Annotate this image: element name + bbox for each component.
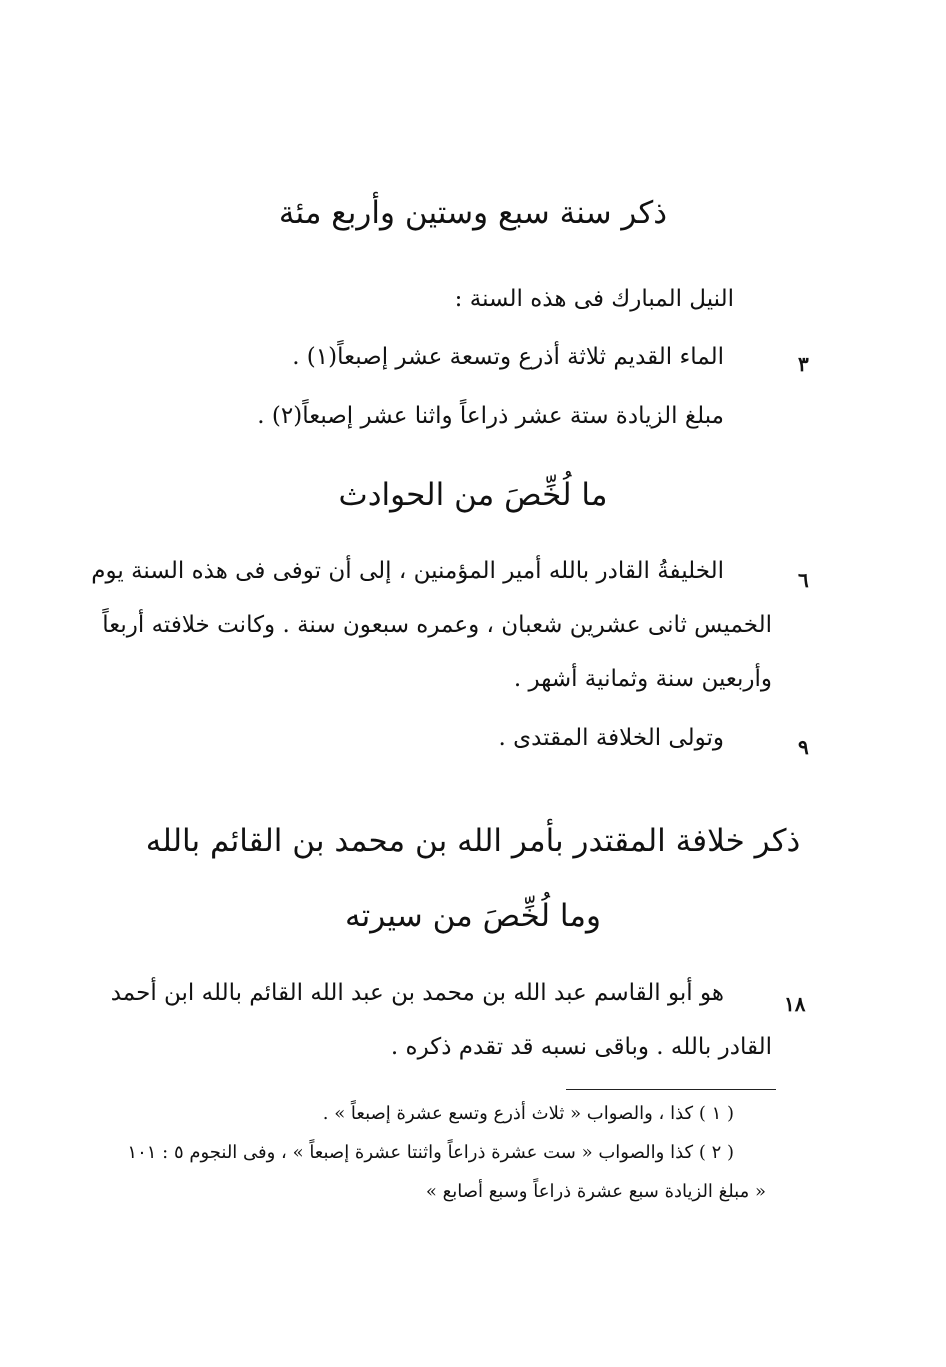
biography-line-2: القادر بالله . وباقى نسبه قد تقدم ذكره . (390, 1034, 772, 1060)
events-heading: ما لُخِّصَ من الحوادث (338, 477, 608, 513)
events-succession: وتولى الخلافة المقتدى . (498, 725, 724, 751)
footnote-separator (566, 1089, 776, 1090)
caliphate-subheading: وما لُخِّصَ من سيرته (345, 898, 601, 934)
events-line-3: وأربعين سنة وثمانية أشهر . (513, 666, 772, 692)
footnote-2: ( ٢ ) كذا والصواب « ست عشرة ذراعاً واثنتا عشرة إصبعاً » ، وفى النجوم ٥ : ١٠١ (127, 1142, 734, 1163)
nile-old-water: الماء القديم ثلاثة أذرع وتسعة عشر إصبعاً(١) . (292, 344, 724, 370)
biography-line-1: هو أبو القاسم عبد الله بن محمد بن عبد الله القائم بالله ابن أحمد (110, 980, 724, 1006)
footnote-1: ( ١ ) كذا ، والصواب « ثلاث أذرع وتسع عشرة إصبعاً » . (322, 1103, 734, 1124)
line-number-3: ٣ (798, 352, 809, 376)
footnote-2-continued: « مبلغ الزيادة سبع عشرة ذراعاً وسبع أصابع » (425, 1181, 766, 1202)
line-number-6: ٦ (798, 568, 809, 592)
events-line-2: الخميس ثانى عشرين شعبان ، وعمره سبعون سنة . وكانت خلافته أربعاً (102, 612, 772, 638)
line-number-9: ٩ (798, 735, 809, 759)
line-number-18: ١٨ (784, 992, 806, 1016)
year-heading: ذكر سنة سبع وستين وأربع مئة (278, 195, 668, 231)
caliphate-heading: ذكر خلافة المقتدر بأمر الله بن محمد بن القائم بالله (145, 823, 801, 859)
events-line-1: الخليفةُ القادر بالله أمير المؤمنين ، إلى أن توفى فى هذه السنة يوم (91, 558, 724, 584)
nile-intro: النيل المبارك فى هذه السنة : (454, 286, 734, 312)
nile-increase: مبلغ الزيادة ستة عشر ذراعاً واثنا عشر إصبعاً(٢) . (257, 403, 724, 429)
